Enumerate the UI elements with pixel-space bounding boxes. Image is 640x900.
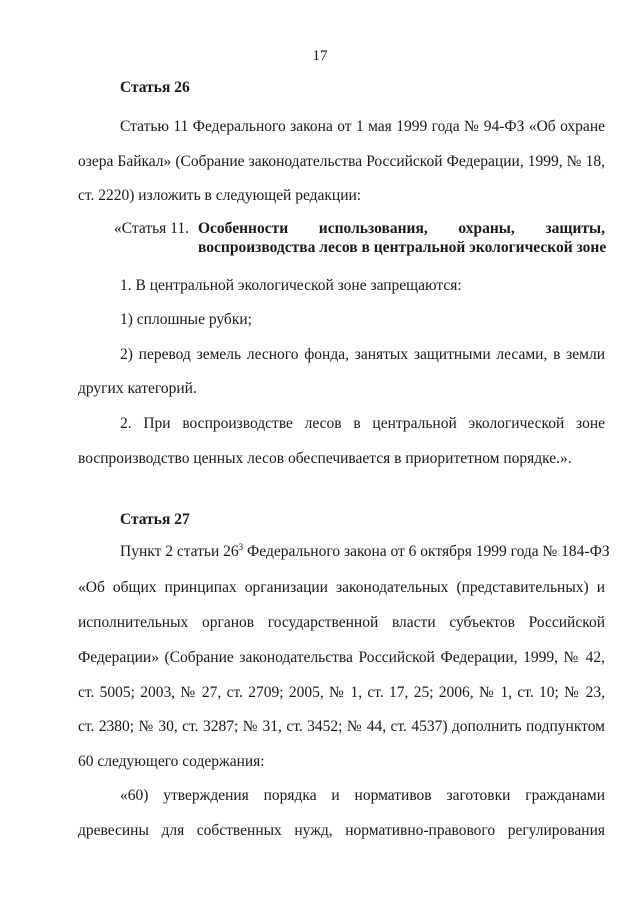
article-27-line-3: исполнительных органов государственной власти субъектов Российской <box>78 614 605 631</box>
article-27-line-6: ст. 2380; № 30, ст. 3287; № 31, ст. 3452; № 44, ст. 4537) дополнить подпунктом <box>78 718 605 735</box>
subparagraph-60-line-1: «60) утверждения порядка и нормативов заготовки гражданами <box>120 787 605 804</box>
article-27-line-1-start: Пункт 2 статьи 26 <box>120 543 239 560</box>
paragraph-1-item-2-line-1: 2) перевод земель лесного фонда, занятых защитными лесами, в земли <box>120 346 605 363</box>
paragraph-1-item-1: 1) сплошные рубки; <box>120 311 252 328</box>
article-27-line-1-end: Федерального закона от 6 октября 1999 года № 184-ФЗ <box>243 543 610 560</box>
paragraph-1: 1. В центральной экологической зоне запрещаются: <box>120 277 462 294</box>
article-11-title-row-2: воспроизводства лесов в центральной экологической зоне <box>198 239 607 256</box>
article-27-line-7: 60 следующего содержания: <box>78 753 265 770</box>
paragraph-2-line-1: 2. При воспроизводстве лесов в центральной экологической зоне <box>120 415 605 432</box>
article-11-title <box>198 219 605 257</box>
article-26-intro-line-3: ст. 2220) изложить в следующей редакции: <box>78 187 362 204</box>
article-11-heading <box>114 219 605 259</box>
article-27-line-2: «Об общих принципах организации законодательных (представительных) и <box>78 579 605 596</box>
article-27-line-4: Федерации» (Собрание законодательства Российской Федерации, 1999, № 42, <box>78 649 605 666</box>
article-11-prefix: «Статья 11. <box>114 220 189 237</box>
article-26-intro-line-2: озера Байкал» (Собрание законодательства Российской Федерации, 1999, № 18, <box>78 153 605 170</box>
article-26-intro-line-1: Статью 11 Федерального закона от 1 мая 1999 года № 94-ФЗ «Об охране <box>120 118 605 135</box>
superscript-3: 3 <box>238 541 244 552</box>
article-27-heading: Статья 27 <box>120 511 190 528</box>
paragraph-1-item-2-line-2: других категорий. <box>78 380 197 397</box>
subparagraph-60-line-2: древесины для собственных нужд, нормативно-правового регулирования <box>78 822 605 839</box>
article-27-line-5: ст. 5005; 2003, № 27, ст. 2709; 2005, № 1, ст. 17, 25; 2006, № 1, ст. 10; № 23, <box>78 684 605 701</box>
page-number: 17 <box>312 48 328 64</box>
article-11-title-row-1: Особенности использования, охраны, защиты, <box>198 220 605 237</box>
paragraph-2-line-2: воспроизводство ценных лесов обеспечивается в приоритетном порядке.». <box>78 450 572 467</box>
article-26-heading: Статья 26 <box>120 79 190 96</box>
article-27-line-1 <box>120 541 610 562</box>
